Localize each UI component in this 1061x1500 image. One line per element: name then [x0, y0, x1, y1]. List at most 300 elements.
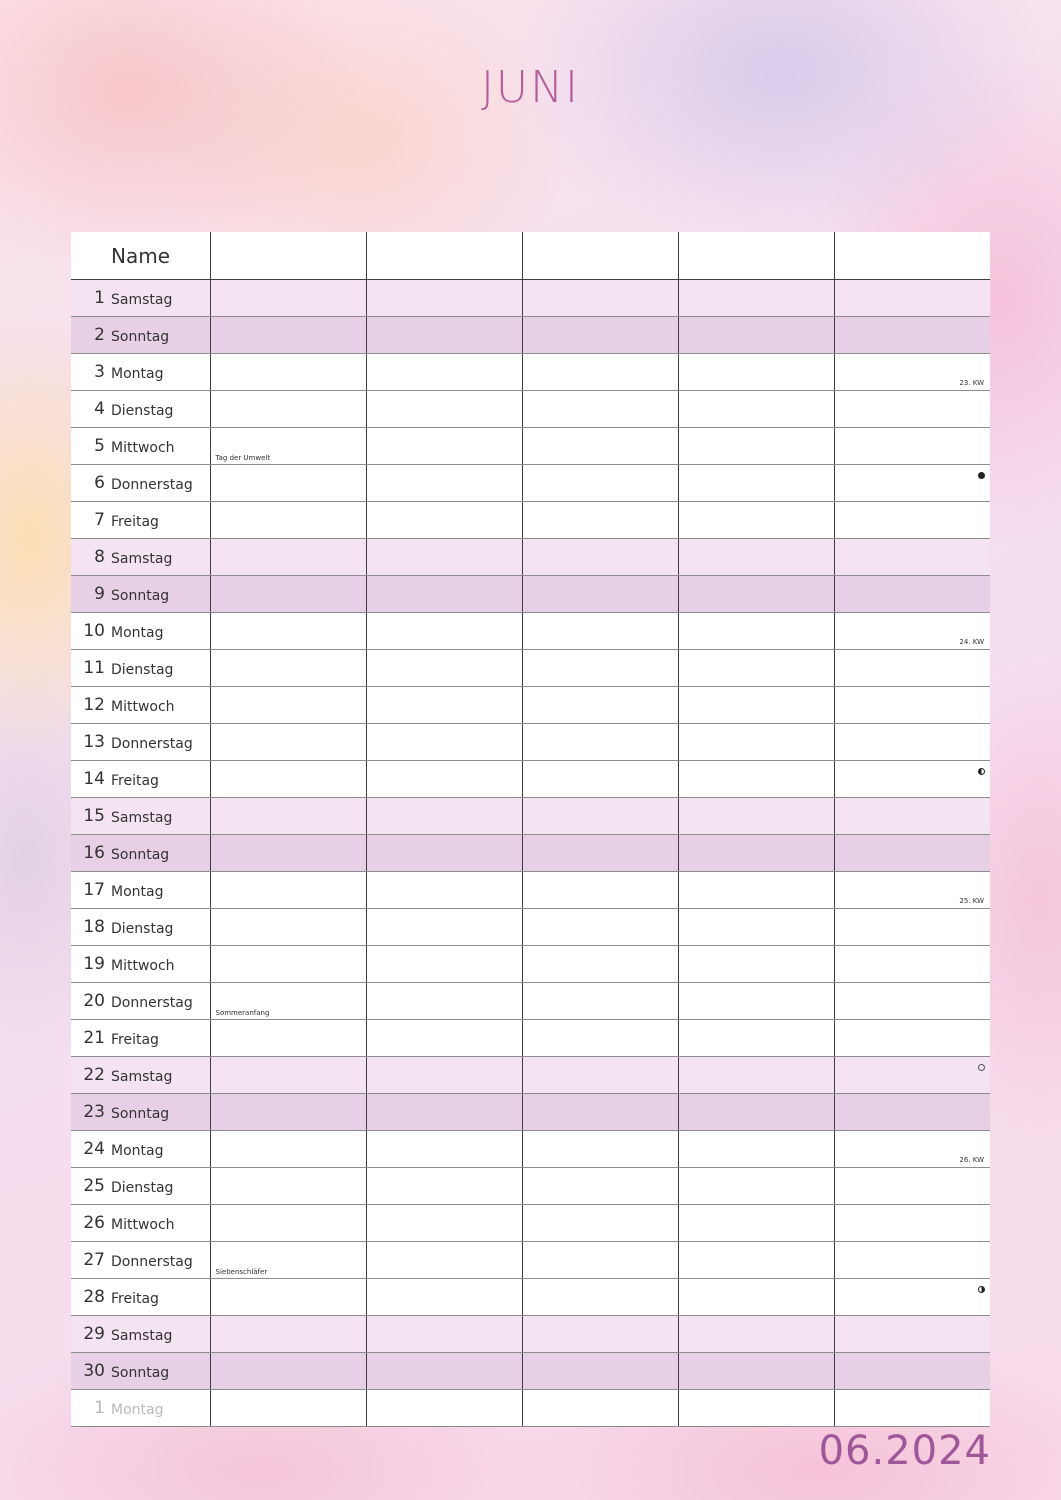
day-number: 22: [83, 1065, 105, 1086]
weekday-name: Dienstag: [111, 662, 174, 679]
day-label-cell: [71, 1316, 210, 1353]
entry-cell[interactable]: [522, 687, 678, 724]
person-column-header-1[interactable]: [210, 232, 366, 280]
entry-cell[interactable]: [366, 687, 522, 724]
entry-cell[interactable]: [210, 798, 366, 835]
entry-cell[interactable]: [366, 1094, 522, 1131]
entry-cell[interactable]: [366, 835, 522, 872]
day-number: 19: [83, 954, 105, 975]
weekday-name: Samstag: [111, 551, 173, 568]
day-number: 11: [83, 658, 105, 679]
entry-cell[interactable]: [678, 946, 834, 983]
entry-cell[interactable]: [210, 465, 366, 502]
day-row: [71, 502, 990, 539]
weekday-name: Sonntag: [111, 588, 170, 605]
entry-cell[interactable]: [678, 539, 834, 576]
day-label-cell: [71, 1353, 210, 1390]
weekday-name: Mittwoch: [111, 440, 175, 457]
day-number: 4: [94, 399, 105, 420]
entry-cell[interactable]: [366, 761, 522, 798]
entry-cell[interactable]: [522, 317, 678, 354]
day-number: 12: [83, 695, 105, 716]
entry-cell[interactable]: [210, 1020, 366, 1057]
day-number: 15: [83, 806, 105, 827]
entry-cell[interactable]: [678, 1205, 834, 1242]
entry-cell[interactable]: [210, 1131, 366, 1168]
entry-cell[interactable]: [210, 502, 366, 539]
calendar-week-label: 26. KW: [959, 1156, 984, 1164]
entry-cell[interactable]: [834, 872, 990, 909]
entry-cell[interactable]: [366, 983, 522, 1020]
day-number: 13: [83, 732, 105, 753]
day-label-cell: [71, 428, 210, 465]
day-number: 18: [83, 917, 105, 938]
weekday-name: Montag: [111, 884, 164, 901]
day-label-cell: [71, 539, 210, 576]
entry-cell[interactable]: [522, 1390, 678, 1427]
day-row: [71, 539, 990, 576]
entry-cell[interactable]: [366, 576, 522, 613]
entry-cell[interactable]: [522, 1205, 678, 1242]
day-row: [71, 1131, 990, 1168]
weekday-name: Freitag: [111, 1291, 159, 1308]
day-number: 14: [83, 769, 105, 790]
entry-cell[interactable]: [210, 835, 366, 872]
person-column-header-2[interactable]: [366, 232, 522, 280]
calendar-body: [71, 280, 990, 1427]
person-column-header-5[interactable]: [834, 232, 990, 280]
day-row: [71, 1057, 990, 1094]
entry-cell[interactable]: [210, 761, 366, 798]
holiday-label: Tag der Umwelt: [215, 454, 271, 462]
entry-cell[interactable]: [678, 1131, 834, 1168]
weekday-name: Donnerstag: [111, 1254, 193, 1271]
entry-cell[interactable]: [834, 724, 990, 761]
day-row: [71, 613, 990, 650]
day-label-cell: [71, 983, 210, 1020]
day-number: 30: [83, 1361, 105, 1382]
new-moon-icon: [978, 472, 985, 479]
day-label-cell: [71, 280, 210, 317]
full-moon-icon: [978, 1064, 985, 1071]
entry-cell[interactable]: [834, 428, 990, 465]
entry-cell[interactable]: [678, 1353, 834, 1390]
entry-cell[interactable]: [210, 613, 366, 650]
entry-cell[interactable]: [834, 1242, 990, 1279]
entry-cell[interactable]: [678, 872, 834, 909]
day-row: [71, 983, 990, 1020]
day-row: [71, 687, 990, 724]
entry-cell[interactable]: [366, 1353, 522, 1390]
weekday-name: Freitag: [111, 773, 159, 790]
entry-cell[interactable]: [210, 391, 366, 428]
entry-cell[interactable]: [366, 1242, 522, 1279]
day-number: 24: [83, 1139, 105, 1160]
entry-cell[interactable]: [522, 391, 678, 428]
holiday-label: Sommeranfang: [215, 1009, 270, 1017]
entry-cell[interactable]: [678, 1390, 834, 1427]
entry-cell[interactable]: [834, 687, 990, 724]
day-row: [71, 1168, 990, 1205]
entry-cell[interactable]: [834, 317, 990, 354]
day-row: [71, 576, 990, 613]
day-row: [71, 761, 990, 798]
weekday-name: Sonntag: [111, 1106, 170, 1123]
calendar-week-label: 23. KW: [959, 379, 984, 387]
entry-cell[interactable]: [210, 1057, 366, 1094]
entry-cell[interactable]: [366, 909, 522, 946]
day-label-cell: [71, 724, 210, 761]
entry-cell[interactable]: [522, 1316, 678, 1353]
day-label-cell: [71, 1279, 210, 1316]
day-row: [71, 946, 990, 983]
day-label-cell: [71, 687, 210, 724]
header-row: [71, 232, 990, 280]
entry-cell[interactable]: [210, 576, 366, 613]
entry-cell[interactable]: [678, 576, 834, 613]
entry-cell[interactable]: [366, 317, 522, 354]
entry-cell[interactable]: [366, 354, 522, 391]
day-row: [71, 650, 990, 687]
entry-cell[interactable]: [210, 946, 366, 983]
entry-cell[interactable]: [366, 613, 522, 650]
entry-cell[interactable]: [366, 502, 522, 539]
entry-cell[interactable]: [522, 1057, 678, 1094]
entry-cell[interactable]: [210, 1353, 366, 1390]
entry-cell[interactable]: [522, 835, 678, 872]
entry-cell[interactable]: [834, 835, 990, 872]
entry-cell[interactable]: [366, 872, 522, 909]
entry-cell[interactable]: [834, 1020, 990, 1057]
person-column-header-4[interactable]: [678, 232, 834, 280]
weekday-name: Sonntag: [111, 329, 170, 346]
entry-cell[interactable]: [834, 1279, 990, 1316]
entry-cell[interactable]: [678, 1057, 834, 1094]
day-label-cell: [71, 761, 210, 798]
entry-cell[interactable]: [834, 391, 990, 428]
entry-cell[interactable]: [522, 798, 678, 835]
entry-cell[interactable]: [366, 650, 522, 687]
entry-cell[interactable]: [678, 1020, 834, 1057]
day-label-cell: [71, 650, 210, 687]
day-label-cell: [71, 1094, 210, 1131]
entry-cell[interactable]: [210, 1279, 366, 1316]
entry-cell[interactable]: [366, 1316, 522, 1353]
entry-cell[interactable]: [366, 724, 522, 761]
weekday-name: Sonntag: [111, 1365, 170, 1382]
entry-cell[interactable]: [366, 391, 522, 428]
day-number: 29: [83, 1324, 105, 1345]
weekday-name: Mittwoch: [111, 958, 175, 975]
weekday-name: Montag: [111, 1143, 164, 1160]
entry-cell[interactable]: [522, 428, 678, 465]
day-row: [71, 428, 990, 465]
entry-cell[interactable]: [210, 280, 366, 317]
day-label-cell: [71, 1390, 210, 1427]
footer-date: 06.2024: [818, 1428, 991, 1474]
entry-cell[interactable]: [678, 761, 834, 798]
month-title: JUNI: [480, 62, 581, 113]
day-number: 21: [83, 1028, 105, 1049]
entry-cell[interactable]: [678, 1242, 834, 1279]
weekday-name: Samstag: [111, 1069, 173, 1086]
day-row: [71, 354, 990, 391]
entry-cell[interactable]: [834, 502, 990, 539]
entry-cell[interactable]: [522, 909, 678, 946]
day-label-cell: [71, 1205, 210, 1242]
weekday-name: Mittwoch: [111, 1217, 175, 1234]
day-label-cell: [71, 502, 210, 539]
entry-cell[interactable]: [522, 1353, 678, 1390]
day-number: 17: [83, 880, 105, 901]
entry-cell[interactable]: [210, 983, 366, 1020]
last-moon-icon: [978, 1286, 985, 1293]
day-label-cell: [71, 613, 210, 650]
entry-cell[interactable]: [210, 1094, 366, 1131]
day-label-cell: [71, 909, 210, 946]
day-label-cell: [71, 1131, 210, 1168]
entry-cell[interactable]: [678, 391, 834, 428]
entry-cell[interactable]: [366, 798, 522, 835]
entry-cell[interactable]: [522, 502, 678, 539]
weekday-name: Dienstag: [111, 1180, 174, 1197]
entry-cell[interactable]: [366, 280, 522, 317]
entry-cell[interactable]: [678, 613, 834, 650]
day-row: [71, 1020, 990, 1057]
weekday-name: Sonntag: [111, 847, 170, 864]
entry-cell[interactable]: [522, 613, 678, 650]
entry-cell[interactable]: [366, 1020, 522, 1057]
entry-cell[interactable]: [522, 650, 678, 687]
entry-cell[interactable]: [678, 1168, 834, 1205]
entry-cell[interactable]: [678, 1279, 834, 1316]
day-row: [71, 724, 990, 761]
entry-cell[interactable]: [834, 613, 990, 650]
day-number: 5: [94, 436, 105, 457]
entry-cell[interactable]: [366, 539, 522, 576]
holiday-label: Siebenschläfer: [215, 1268, 268, 1276]
entry-cell[interactable]: [678, 317, 834, 354]
entry-cell[interactable]: [678, 835, 834, 872]
day-number: 28: [83, 1287, 105, 1308]
weekday-name: Freitag: [111, 1032, 159, 1049]
entry-cell[interactable]: [210, 428, 366, 465]
entry-cell[interactable]: [366, 1168, 522, 1205]
day-row: [71, 1094, 990, 1131]
entry-cell[interactable]: [210, 1168, 366, 1205]
weekday-name: Dienstag: [111, 403, 174, 420]
day-row: [71, 280, 990, 317]
day-number: 6: [94, 473, 105, 494]
entry-cell[interactable]: [210, 872, 366, 909]
family-calendar-table: [71, 232, 990, 1427]
entry-cell[interactable]: [834, 465, 990, 502]
entry-cell[interactable]: [522, 1020, 678, 1057]
weekday-name: Dienstag: [111, 921, 174, 938]
entry-cell[interactable]: [678, 280, 834, 317]
day-row: [71, 1390, 990, 1427]
entry-cell[interactable]: [210, 687, 366, 724]
weekday-name: Donnerstag: [111, 995, 193, 1012]
entry-cell[interactable]: [366, 428, 522, 465]
weekday-name: Donnerstag: [111, 477, 193, 494]
first-moon-icon: [978, 768, 985, 775]
day-row: [71, 872, 990, 909]
entry-cell[interactable]: [522, 576, 678, 613]
weekday-name: Samstag: [111, 810, 173, 827]
day-number: 9: [94, 584, 105, 605]
day-label-cell: [71, 465, 210, 502]
calendar-week-label: 25. KW: [959, 897, 984, 905]
entry-cell[interactable]: [834, 1353, 990, 1390]
day-number: 20: [83, 991, 105, 1012]
weekday-name: Montag: [111, 625, 164, 642]
entry-cell[interactable]: [678, 428, 834, 465]
entry-cell[interactable]: [522, 465, 678, 502]
weekday-name: Montag: [111, 366, 164, 383]
calendar-week-label: 24. KW: [959, 638, 984, 646]
entry-cell[interactable]: [678, 687, 834, 724]
day-label-cell: [71, 872, 210, 909]
entry-cell[interactable]: [210, 1242, 366, 1279]
entry-cell[interactable]: [678, 1094, 834, 1131]
day-row: [71, 798, 990, 835]
entry-cell[interactable]: [522, 983, 678, 1020]
weekday-name: Montag: [111, 1402, 164, 1419]
entry-cell[interactable]: [522, 1242, 678, 1279]
day-number: 1: [94, 288, 105, 309]
day-label-cell: [71, 1168, 210, 1205]
person-column-header-3[interactable]: [522, 232, 678, 280]
entry-cell[interactable]: [834, 650, 990, 687]
day-row: [71, 909, 990, 946]
entry-cell[interactable]: [366, 1205, 522, 1242]
entry-cell[interactable]: [834, 1168, 990, 1205]
entry-cell[interactable]: [678, 354, 834, 391]
entry-cell[interactable]: [678, 909, 834, 946]
entry-cell[interactable]: [366, 1131, 522, 1168]
entry-cell[interactable]: [522, 539, 678, 576]
entry-cell[interactable]: [834, 798, 990, 835]
day-row: [71, 1205, 990, 1242]
entry-cell[interactable]: [210, 539, 366, 576]
entry-cell[interactable]: [522, 1131, 678, 1168]
entry-cell[interactable]: [834, 539, 990, 576]
entry-cell[interactable]: [522, 761, 678, 798]
entry-cell[interactable]: [522, 946, 678, 983]
entry-cell[interactable]: [366, 465, 522, 502]
entry-cell[interactable]: [210, 724, 366, 761]
day-number: 3: [94, 362, 105, 383]
day-number: 23: [83, 1102, 105, 1123]
entry-cell[interactable]: [834, 1057, 990, 1094]
day-number: 26: [83, 1213, 105, 1234]
entry-cell[interactable]: [522, 1094, 678, 1131]
entry-cell[interactable]: [834, 1094, 990, 1131]
entry-cell[interactable]: [678, 798, 834, 835]
weekday-name: Mittwoch: [111, 699, 175, 716]
day-number: 16: [83, 843, 105, 864]
day-label-cell: [71, 1242, 210, 1279]
entry-cell[interactable]: [210, 1316, 366, 1353]
weekday-name: Freitag: [111, 514, 159, 531]
weekday-name: Samstag: [111, 1328, 173, 1345]
entry-cell[interactable]: [366, 1057, 522, 1094]
day-row: [71, 835, 990, 872]
entry-cell[interactable]: [678, 465, 834, 502]
day-label-cell: [71, 1020, 210, 1057]
entry-cell[interactable]: [834, 1205, 990, 1242]
entry-cell[interactable]: [210, 650, 366, 687]
entry-cell[interactable]: [210, 1390, 366, 1427]
day-label-cell: [71, 946, 210, 983]
entry-cell[interactable]: [522, 872, 678, 909]
name-column-header: Name: [71, 232, 210, 280]
entry-cell[interactable]: [678, 1316, 834, 1353]
entry-cell[interactable]: [834, 354, 990, 391]
entry-cell[interactable]: [366, 1279, 522, 1316]
day-number: 8: [94, 547, 105, 568]
day-label-cell: [71, 835, 210, 872]
day-number: 10: [83, 621, 105, 642]
entry-cell[interactable]: [522, 280, 678, 317]
day-row: [71, 1279, 990, 1316]
day-label-cell: [71, 576, 210, 613]
entry-cell[interactable]: [210, 909, 366, 946]
weekday-name: Donnerstag: [111, 736, 193, 753]
entry-cell[interactable]: [834, 1131, 990, 1168]
entry-cell[interactable]: [834, 280, 990, 317]
entry-cell[interactable]: [366, 946, 522, 983]
entry-cell[interactable]: [834, 1390, 990, 1427]
day-number: 27: [83, 1250, 105, 1271]
entry-cell[interactable]: [522, 1168, 678, 1205]
day-label-cell: [71, 798, 210, 835]
entry-cell[interactable]: [522, 354, 678, 391]
day-row: [71, 465, 990, 502]
entry-cell[interactable]: [678, 502, 834, 539]
entry-cell[interactable]: [678, 983, 834, 1020]
day-number: 2: [94, 325, 105, 346]
entry-cell[interactable]: [210, 317, 366, 354]
entry-cell[interactable]: [678, 724, 834, 761]
entry-cell[interactable]: [522, 1279, 678, 1316]
day-label-cell: [71, 354, 210, 391]
entry-cell[interactable]: [834, 983, 990, 1020]
entry-cell[interactable]: [366, 1390, 522, 1427]
day-row: [71, 391, 990, 428]
day-label-cell: [71, 317, 210, 354]
entry-cell[interactable]: [834, 1316, 990, 1353]
entry-cell[interactable]: [678, 650, 834, 687]
entry-cell[interactable]: [834, 909, 990, 946]
day-row: [71, 1353, 990, 1390]
weekday-name: Samstag: [111, 292, 173, 309]
entry-cell[interactable]: [522, 724, 678, 761]
day-row: [71, 317, 990, 354]
day-label-cell: [71, 391, 210, 428]
entry-cell[interactable]: [834, 946, 990, 983]
entry-cell[interactable]: [834, 576, 990, 613]
day-number: 25: [83, 1176, 105, 1197]
day-row: [71, 1242, 990, 1279]
day-number: 1: [94, 1398, 105, 1419]
day-number: 7: [94, 510, 105, 531]
entry-cell[interactable]: [210, 1205, 366, 1242]
entry-cell[interactable]: [834, 761, 990, 798]
day-row: [71, 1316, 990, 1353]
entry-cell[interactable]: [210, 354, 366, 391]
